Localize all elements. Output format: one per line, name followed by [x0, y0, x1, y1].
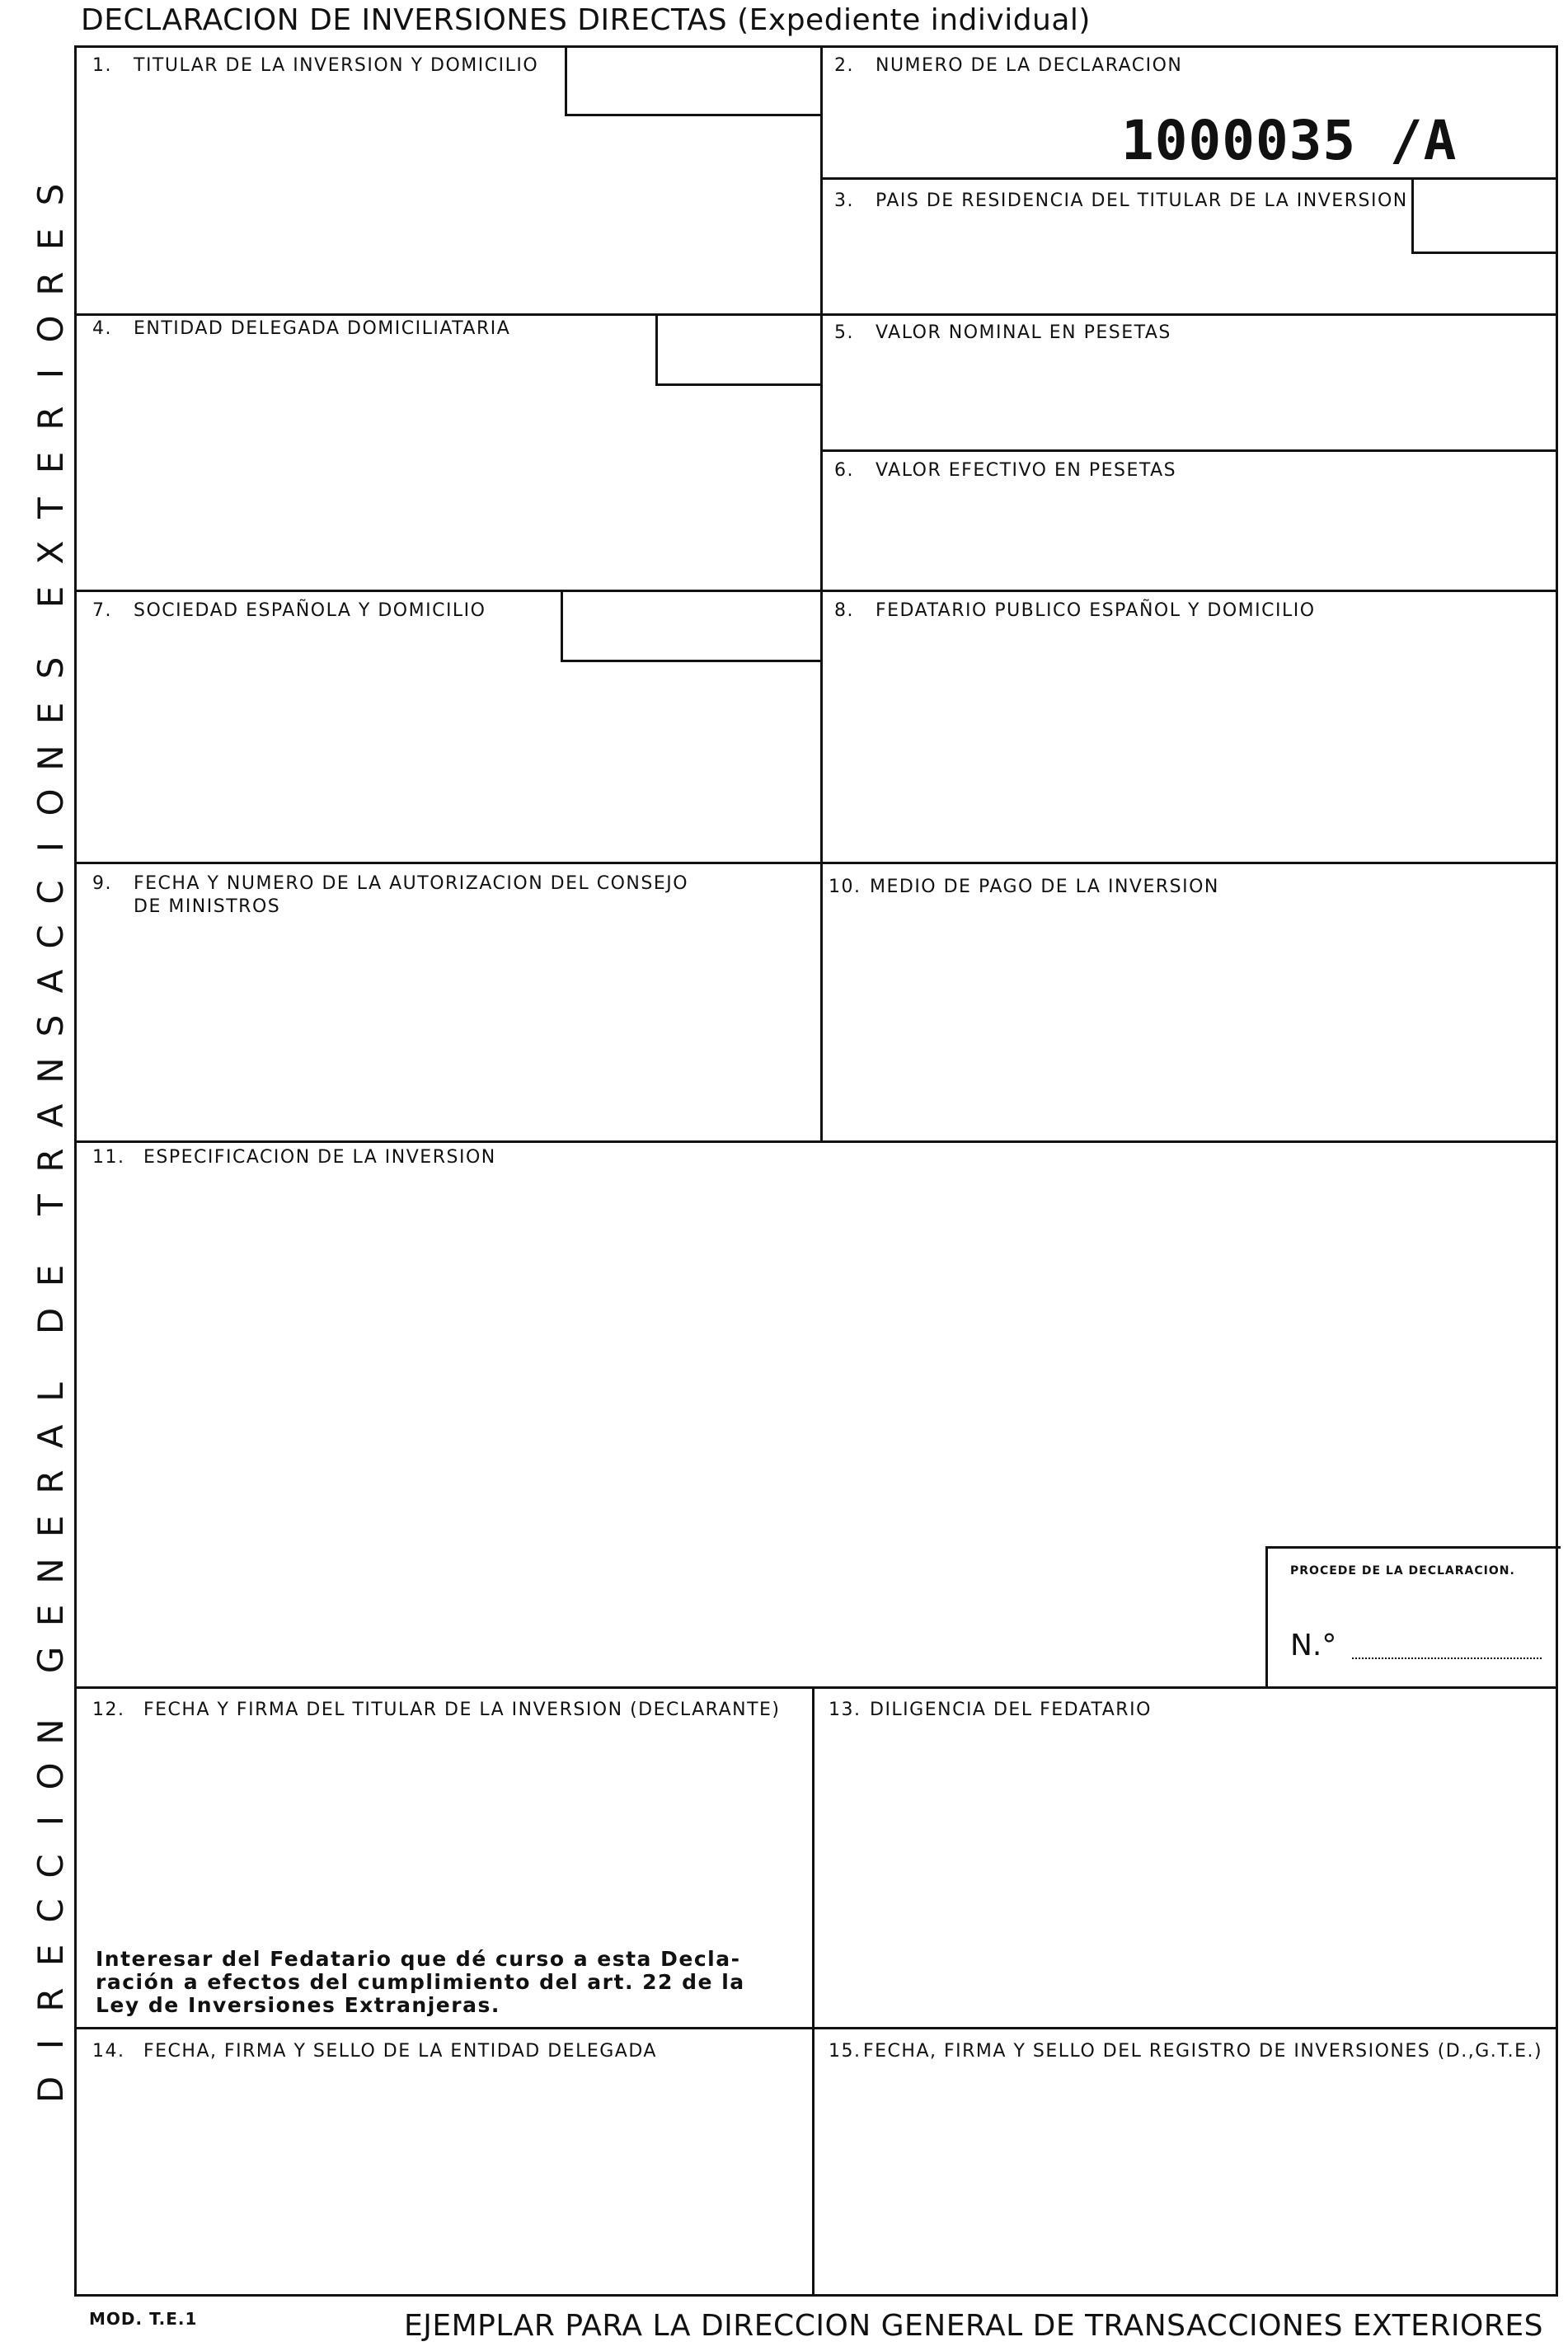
sidebar-letter: C: [31, 1898, 71, 1923]
field-14-label: 14. FECHA, FIRMA Y SELLO DE LA ENTIDAD DELEGADA: [92, 2041, 657, 2062]
sidebar-letter: E: [31, 1265, 71, 1287]
sidebar-letter: N: [31, 1719, 71, 1745]
field-3-label: 3. PAIS DE RESIDENCIA DEL TITULAR DE LA INVERSION: [834, 190, 1408, 211]
sidebar-letter: L: [31, 1382, 71, 1402]
sidebar-letter: E: [31, 585, 71, 609]
column-divider-bottom: [812, 1686, 815, 2297]
procede-number-field[interactable]: [1352, 1657, 1542, 1659]
sidebar-letter: R: [31, 271, 71, 297]
sidebar-letter: C: [31, 879, 71, 905]
sidebar-letter: I: [31, 368, 71, 379]
sidebar-letter: E: [31, 228, 71, 251]
sidebar-letter: O: [31, 1762, 71, 1790]
field-12-label: 12. FECHA Y FIRMA DEL TITULAR DE LA INVERSION (DECLARANTE): [92, 1700, 781, 1720]
procede-title: PROCEDE DE LA DECLARACION.: [1290, 1564, 1515, 1578]
sidebar-letter: N: [31, 1558, 71, 1584]
sidebar-letter: D: [31, 1307, 71, 1334]
sidebar-letter: O: [31, 315, 71, 343]
field-10-label: 10. MEDIO DE PAGO DE LA INVERSION: [829, 877, 1219, 897]
sidebar-letter: T: [31, 496, 71, 519]
row-line-3: [74, 862, 1558, 864]
sidebar-letter: C: [31, 924, 71, 949]
field-11-label: 11. ESPECIFICACION DE LA INVERSION: [92, 1147, 496, 1168]
sidebar-letter: R: [31, 1148, 71, 1173]
field-15-label: 15. FECHA, FIRMA Y SELLO DEL REGISTRO DE INVERSIONES (D.,G.T.E.): [829, 2041, 1543, 2062]
field-9-label: 9. FECHA Y NUMERO DE LA AUTORIZACION DEL CONSEJO DE MINISTROS: [92, 873, 689, 917]
sidebar-letter: E: [31, 452, 71, 474]
form-title: DECLARACION DE INVERSIONES DIRECTAS (Expediente individual): [81, 3, 1091, 37]
row-line-6: [74, 2027, 1558, 2029]
field-8-label: 8. FEDATARIO PUBLICO ESPAÑOL Y DOMICILIO: [834, 600, 1316, 621]
field-7-label: 7. SOCIEDAD ESPAÑOLA Y DOMICILIO: [92, 600, 486, 621]
sidebar-letter: X: [31, 540, 71, 565]
procede-number-label: N.°: [1290, 1629, 1337, 1662]
declaration-number: 1000035 /A: [1121, 109, 1458, 172]
model-code: MOD. T.E.1: [89, 2309, 198, 2329]
field-7-code-box[interactable]: [561, 590, 823, 662]
sidebar-letter: T: [31, 1194, 71, 1215]
sidebar-letter: S: [31, 1014, 71, 1037]
sidebar-letter: S: [31, 657, 71, 679]
sidebar-letter: S: [31, 183, 71, 206]
sidebar-letter: R: [31, 1469, 71, 1494]
sidebar-letter: R: [31, 406, 71, 430]
sidebar-letter: A: [31, 969, 71, 994]
sidebar-letter: N: [31, 1057, 71, 1084]
field-1-code-box[interactable]: [565, 45, 823, 116]
row-line-4: [74, 1140, 1558, 1143]
sidebar-letter: E: [31, 1604, 71, 1627]
field-2-label: 2. NUMERO DE LA DECLARACION: [834, 55, 1183, 76]
field-4-label: 4. ENTIDAD DELEGADA DOMICILIATARIA: [92, 318, 511, 339]
copy-footer: EJEMPLAR PARA LA DIRECCION GENERAL DE TRANSACCIONES EXTERIORES: [404, 2309, 1543, 2343]
sidebar-letter: C: [31, 1853, 71, 1878]
field-6-label: 6. VALOR EFECTIVO EN PESETAS: [834, 460, 1177, 481]
sidebar-letter: E: [31, 702, 71, 724]
sidebar-letter: I: [31, 1816, 71, 1827]
sidebar-letter: E: [31, 1515, 71, 1538]
field-1-label: 1. TITULAR DE LA INVERSION Y DOMICILIO: [92, 55, 539, 76]
sidebar-letter: I: [31, 842, 71, 853]
sidebar-vertical-text: [26, 177, 76, 2107]
sidebar-letter: O: [31, 788, 71, 816]
sidebar-letter: D: [31, 2076, 71, 2103]
sidebar-letter: I: [31, 2039, 71, 2050]
sidebar-letter: E: [31, 1944, 71, 1967]
row-line-5-6: [820, 449, 1558, 452]
sidebar-letter: A: [31, 1103, 71, 1127]
field-4-code-box[interactable]: [655, 313, 823, 386]
sidebar-letter: G: [31, 1647, 71, 1674]
sidebar-letter: N: [31, 745, 71, 771]
field-5-label: 5. VALOR NOMINAL EN PESETAS: [834, 322, 1171, 343]
field-3-code-box[interactable]: [1411, 177, 1558, 254]
sidebar-letter: R: [31, 1987, 71, 2012]
sidebar-letter: A: [31, 1424, 71, 1449]
field-13-label: 13. DILIGENCIA DEL FEDATARIO: [829, 1700, 1152, 1720]
declarant-note: Interesar del Fedatario que dé curso a esta Decla- ración a efectos del cumplimiento del art. 22 de la Ley de Inversiones Extranjeras.: [96, 1947, 745, 2017]
